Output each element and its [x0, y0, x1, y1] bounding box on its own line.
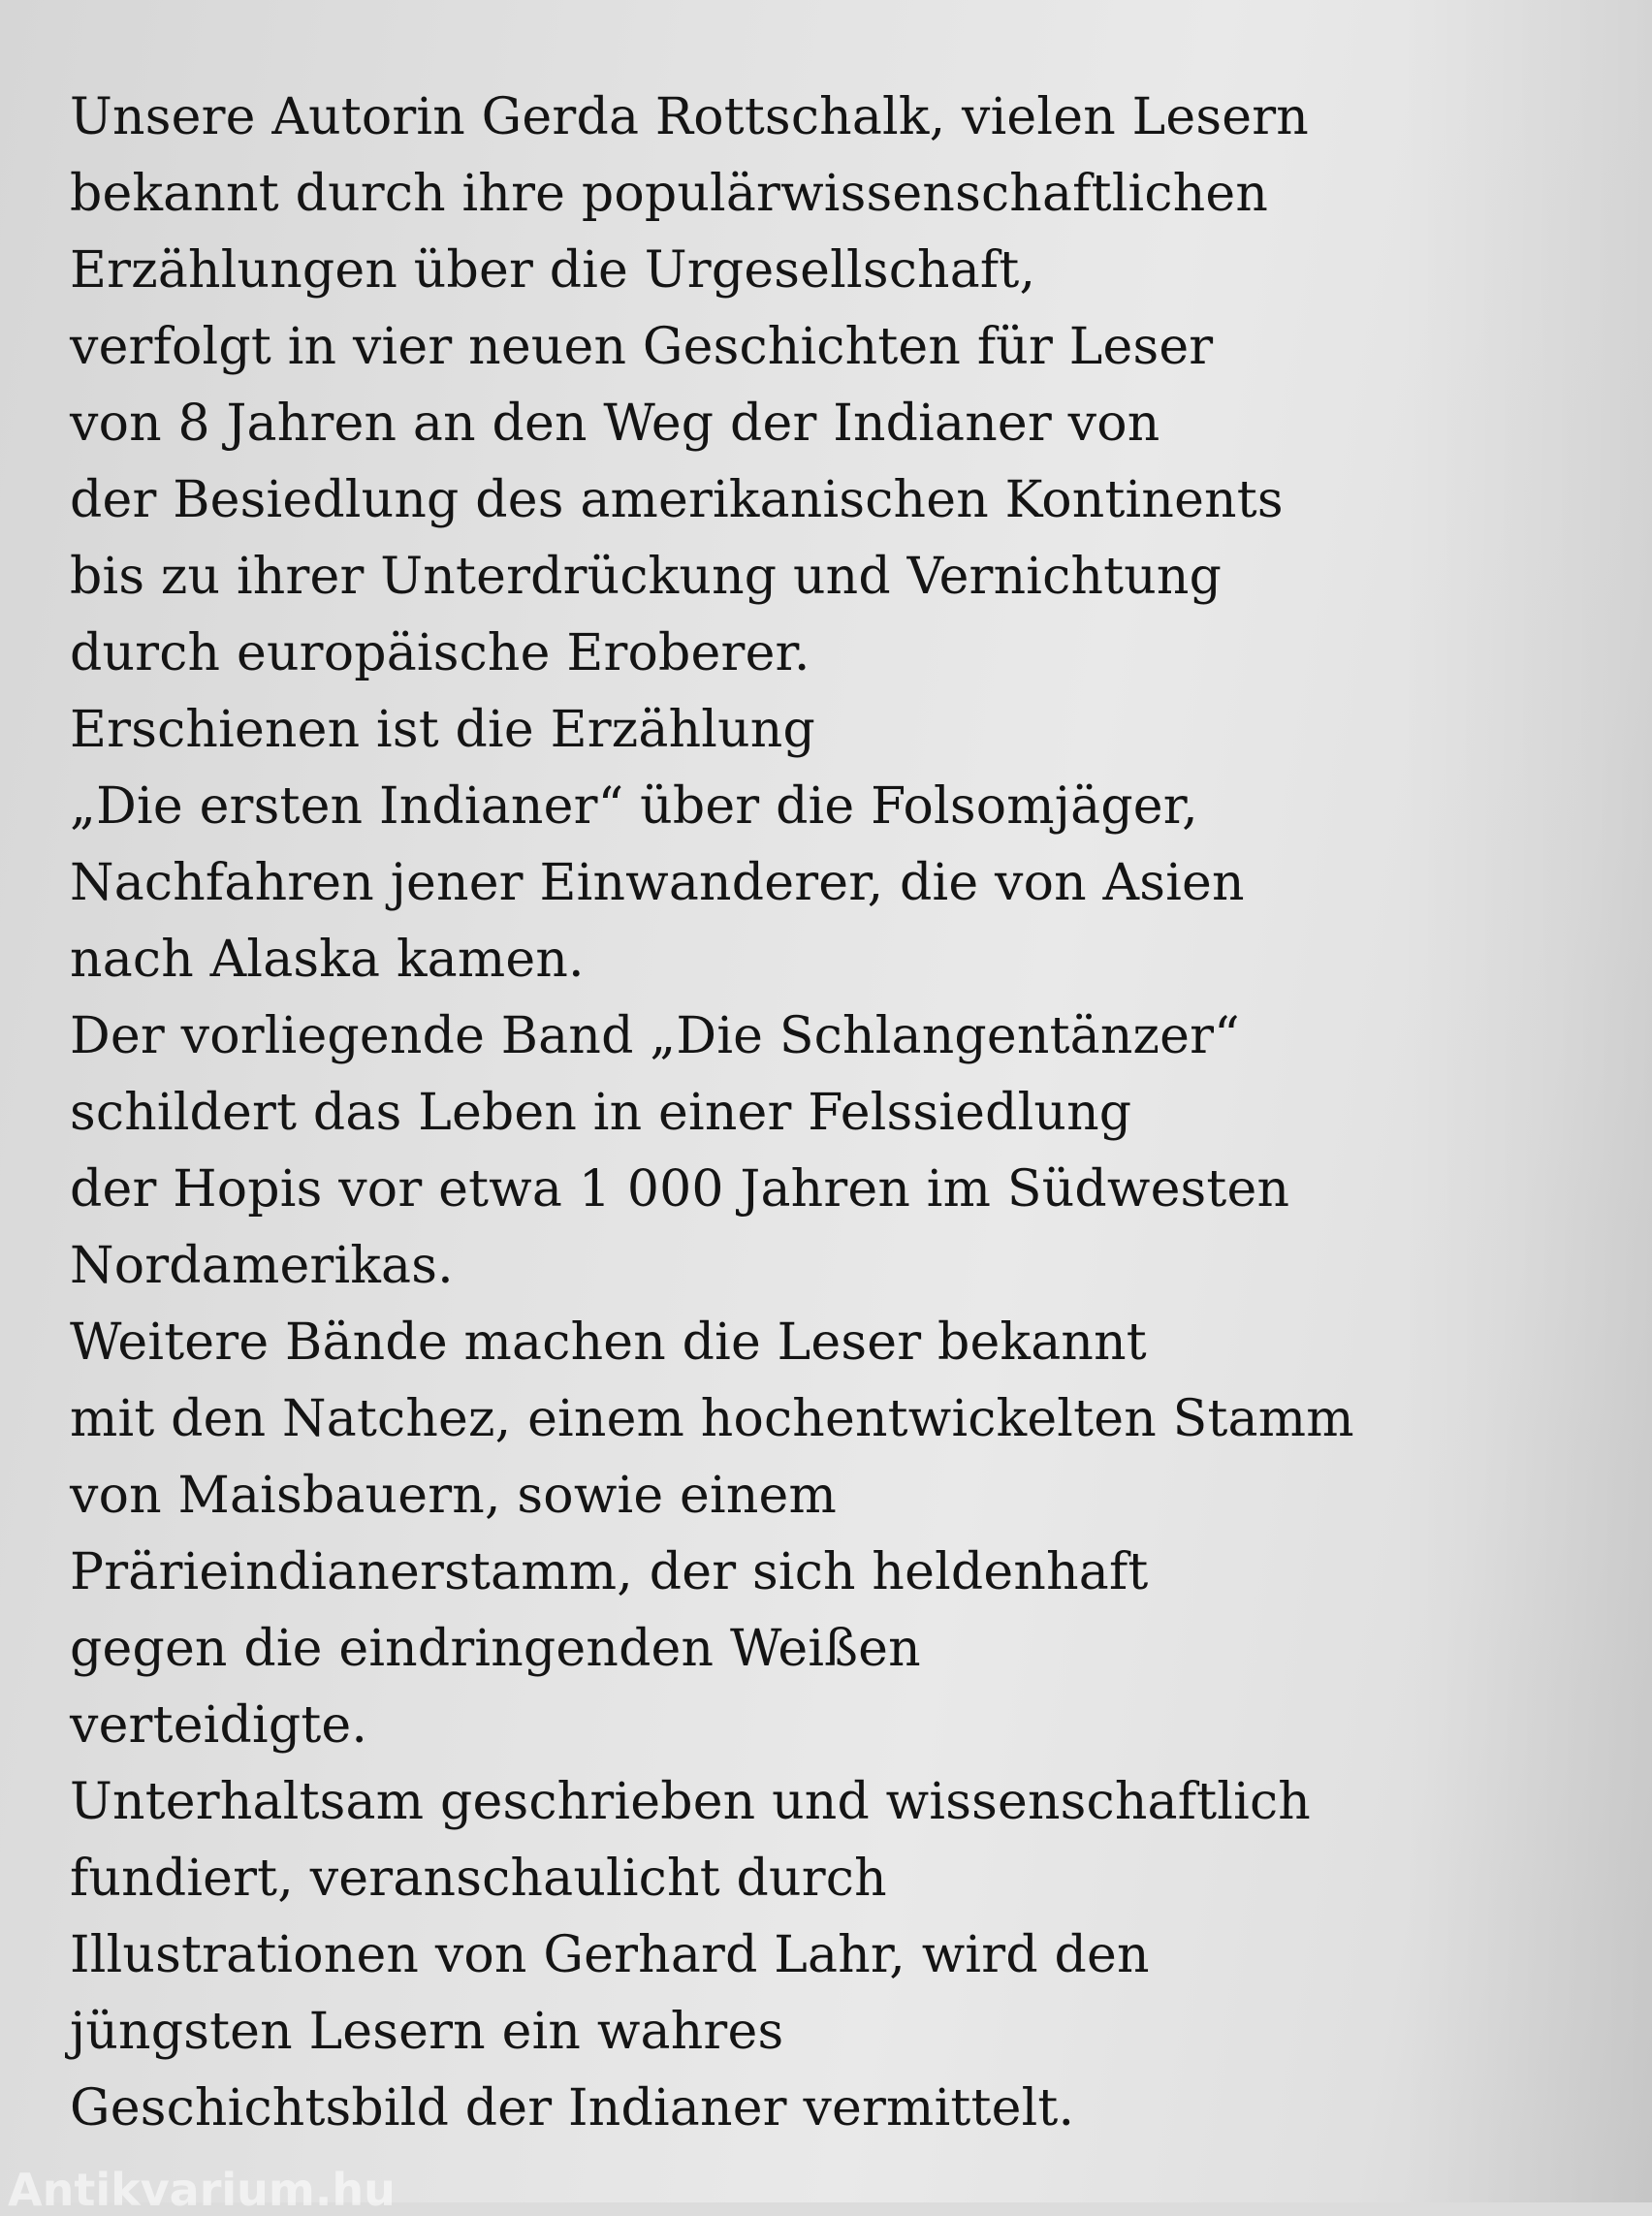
description-text-block — [70, 79, 1543, 2147]
text-line: schildert das Leben in einer Felssiedlung — [70, 1084, 1132, 1142]
text-line: „Die ersten Indianer“ über die Folsomjäger, — [70, 777, 1198, 836]
text-line: von Maisbauern, sowie einem — [70, 1467, 838, 1525]
text-line: Prärieindianerstamm, der sich heldenhaft — [70, 1543, 1149, 1601]
text-line: von 8 Jahren an den Weg der Indianer von — [70, 395, 1160, 453]
text-line: mit den Natchez, einem hochentwickelten Stamm — [70, 1390, 1354, 1448]
text-line: verfolgt in vier neuen Geschichten für Leser — [70, 318, 1214, 376]
text-line: jüngsten Lesern ein wahres — [70, 2003, 784, 2061]
text-line: durch europäische Eroberer. — [70, 624, 810, 682]
text-line: gegen die eindringenden Weißen — [70, 1620, 921, 1678]
watermark: Antikvarium.hu — [8, 2164, 396, 2216]
text-line: Erzählungen über die Urgesellschaft, — [70, 241, 1036, 300]
text-line: der Hopis vor etwa 1 000 Jahren im Südwesten — [70, 1160, 1290, 1219]
text-line: Geschichtsbild der Indianer vermittelt. — [70, 2079, 1075, 2137]
text-line: bekannt durch ihre populärwissenschaftlichen — [70, 165, 1269, 223]
text-line: der Besiedlung des amerikanischen Kontinents — [70, 471, 1284, 529]
text-line: nach Alaska kamen. — [70, 931, 585, 989]
text-line: Weitere Bände machen die Leser bekannt — [70, 1314, 1147, 1372]
text-line: Illustrationen von Gerhard Lahr, wird den — [70, 1926, 1150, 1984]
text-line: verteidigte. — [70, 1696, 368, 1755]
text-line: Der vorliegende Band „Die Schlangentänzer“ — [70, 1007, 1240, 1065]
text-line: Unsere Autorin Gerda Rottschalk, vielen Lesern — [70, 88, 1309, 146]
text-line: Nachfahren jener Einwanderer, die von Asien — [70, 854, 1245, 912]
text-line: Nordamerikas. — [70, 1237, 454, 1295]
text-line: bis zu ihrer Unterdrückung und Vernichtung — [70, 548, 1223, 606]
text-line: Unterhaltsam geschrieben und wissenschaftlich — [70, 1773, 1311, 1831]
text-line: fundiert, veranschaulicht durch — [70, 1850, 887, 1908]
text-line: Erschienen ist die Erzählung — [70, 701, 815, 759]
